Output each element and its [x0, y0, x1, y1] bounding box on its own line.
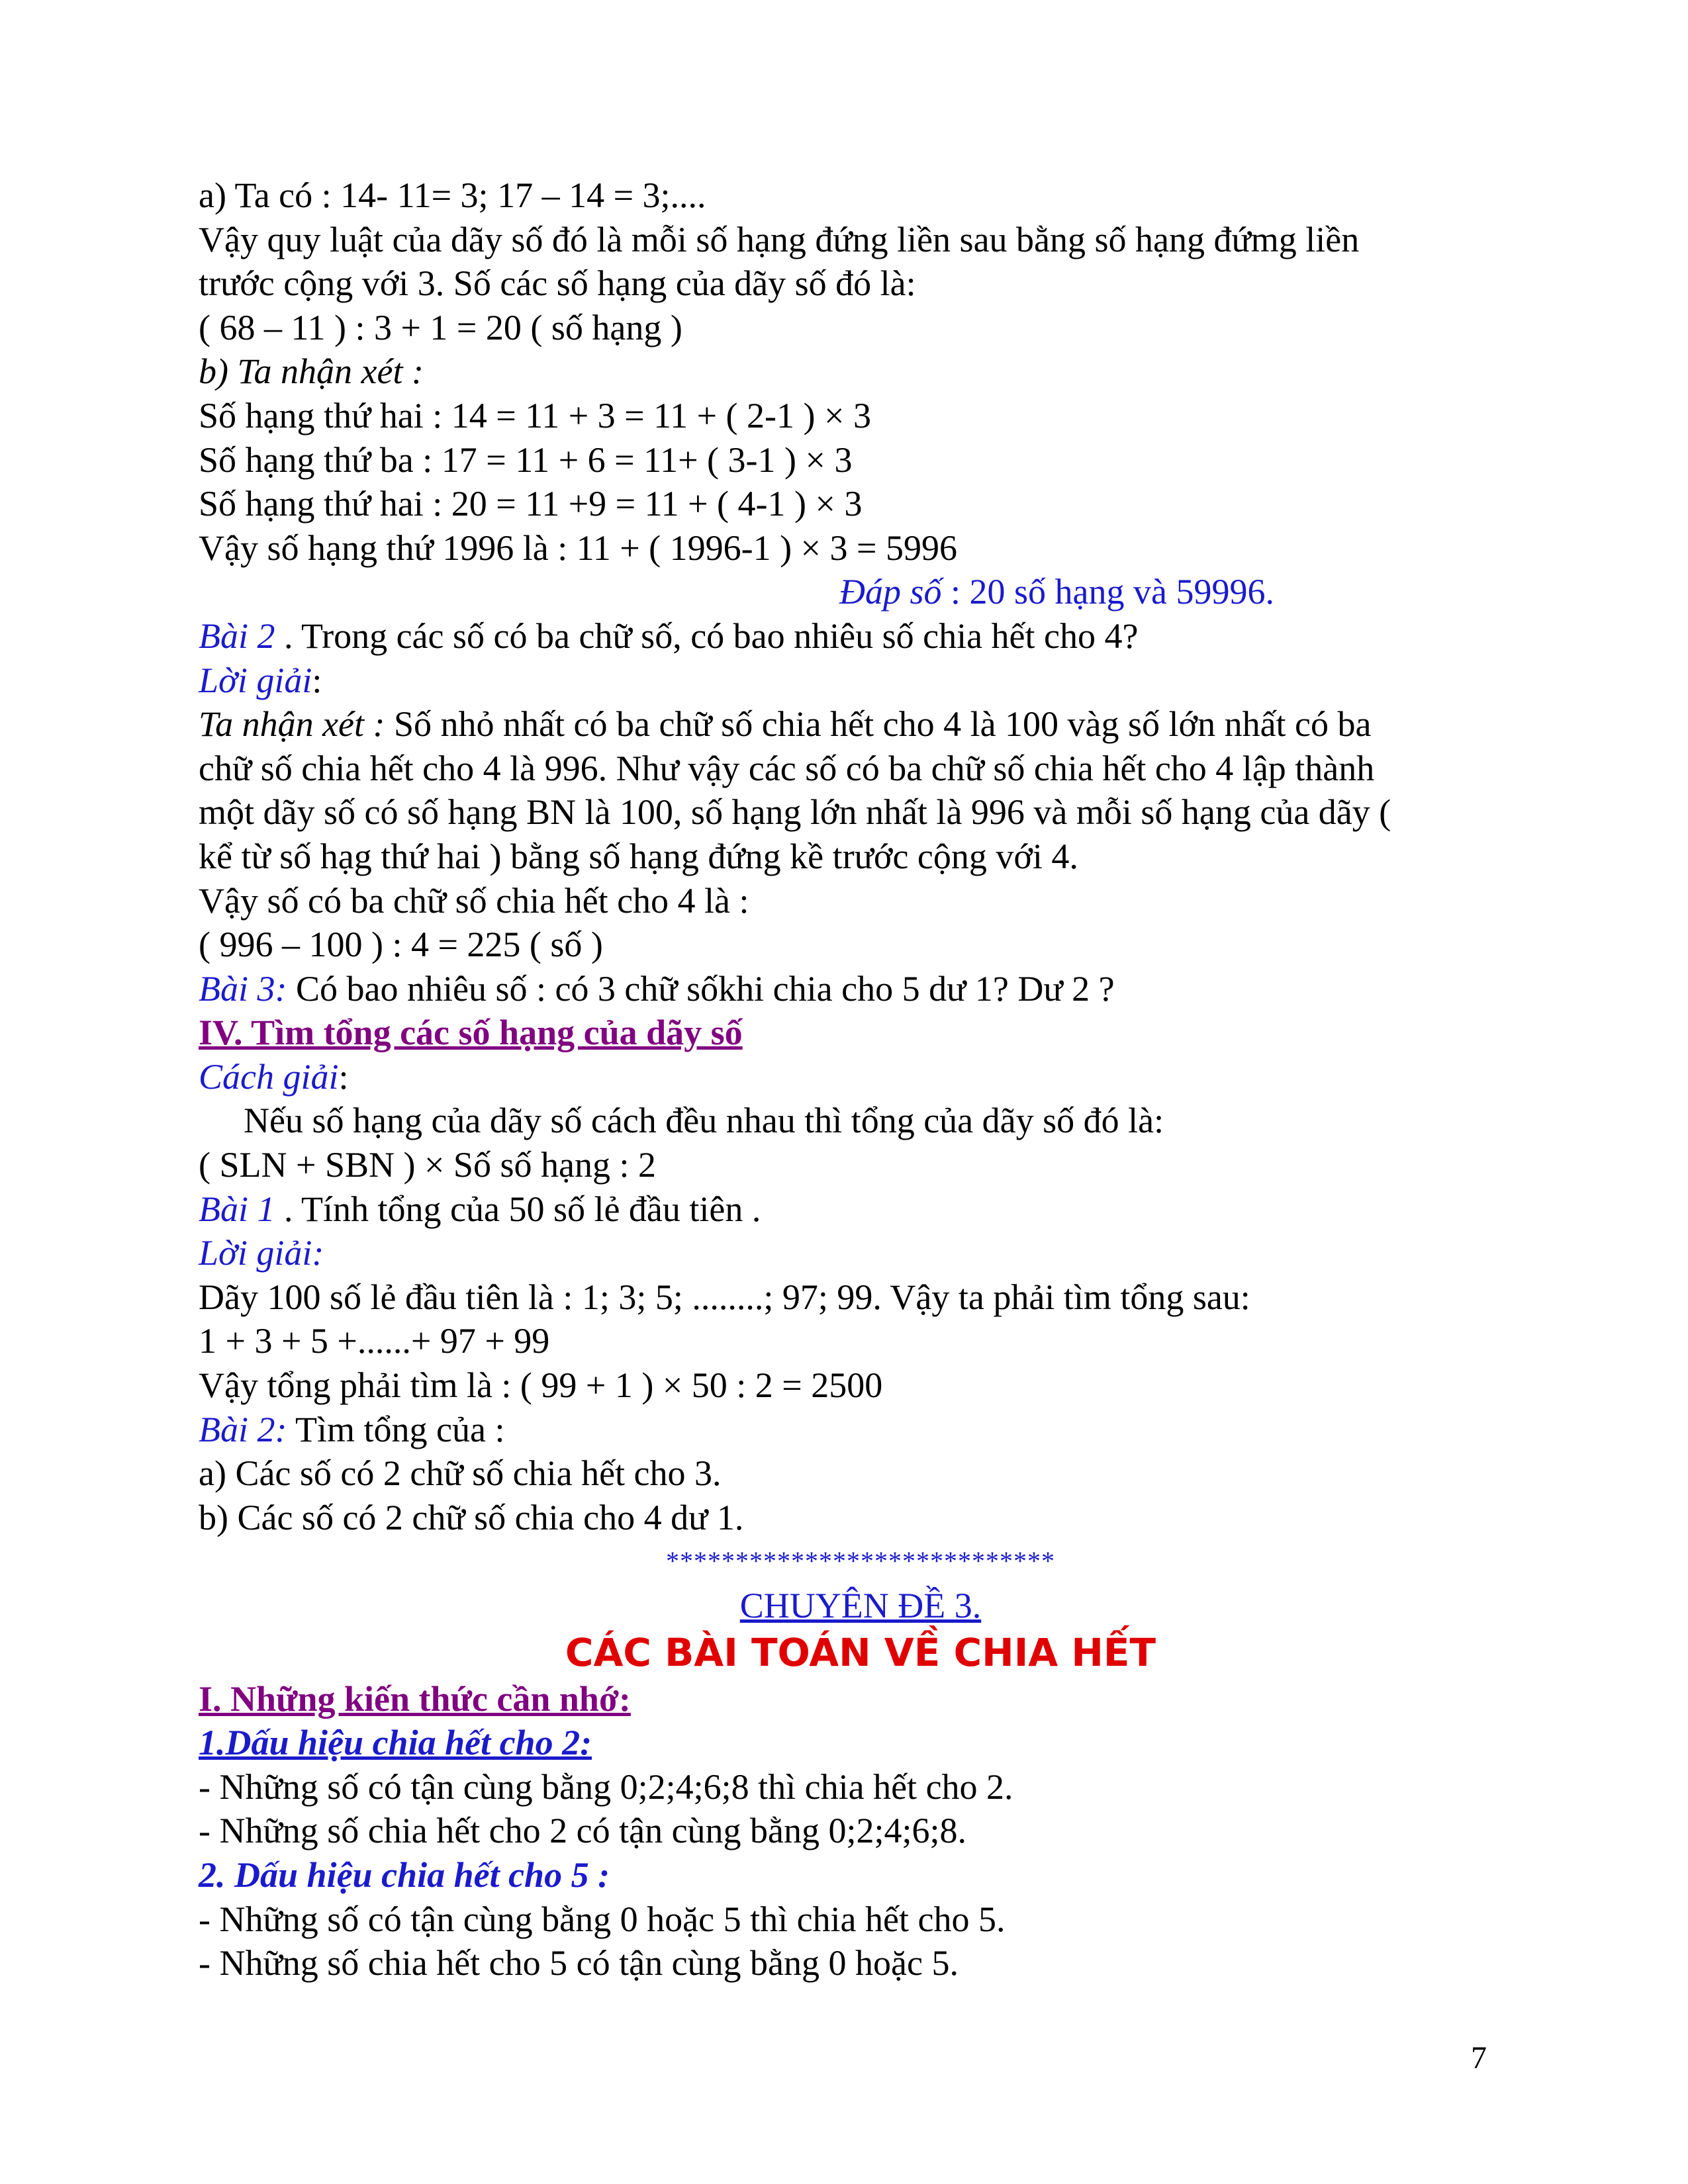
page-number: 7 [1471, 2040, 1487, 2075]
text-line [199, 702, 1523, 747]
section-heading: I. Những kiến thức cần nhớ: [199, 1678, 631, 1719]
method-colon: : [338, 1056, 349, 1097]
text-line: Nếu số hạng của dãy số cách đều nhau thì tổng của dãy số đó là: [244, 1101, 1164, 1141]
exercise-label: Bài 1 [199, 1189, 275, 1229]
exercise-label: Bài 3: [199, 968, 287, 1009]
exercise-line [199, 1408, 1523, 1452]
answer-text: : 20 số hạng và 59996. [941, 572, 1274, 612]
section-heading: IV. Tìm tổng các số hạng của dãy số [199, 1013, 743, 1053]
text-line: Số hạng thứ hai : 14 = 11 + 3 = 11 + ( 2-1 ) × 3 [199, 395, 871, 435]
method-heading [199, 1055, 1523, 1099]
page-content [199, 173, 1523, 1985]
text-line: 1 + 3 + 5 +......+ 97 + 99 [199, 1321, 550, 1361]
remark-text: Số nhỏ nhất có ba chữ số chia hết cho 4 là 100 vàg số lớn nhất có ba [385, 704, 1372, 745]
exercise-text: . Tính tổng của 50 số lẻ đầu tiên . [275, 1189, 761, 1229]
chapter-number: CHUYÊN ĐỀ 3. [739, 1586, 982, 1625]
chapter-title: CÁC BÀI TOÁN VỀ CHIA HẾT [565, 1629, 1156, 1675]
text-line: Vậy tổng phải tìm là : ( 99 + 1 ) × 50 : 2 = 2500 [199, 1365, 883, 1406]
exercise-text: Tìm tổng của : [287, 1409, 505, 1449]
text-line: một dãy số có số hạng BN là 100, số hạng lớn nhất là 996 và mỗi số hạng của dãy ( [199, 792, 1391, 833]
formula-line: ( SLN + SBN ) × Số số hạng : 2 [199, 1145, 656, 1185]
remark-label: Ta nhận xét : [199, 704, 385, 745]
text-line: kể từ số hạg thứ hai ) bằng số hạng đứng kề trước cộng với 4. [199, 836, 1078, 876]
exercise-line [199, 967, 1523, 1011]
text-line: trước cộng với 3. Số các số hạng của dãy số đó là: [199, 263, 916, 304]
answer-line [199, 570, 1523, 614]
text-line: chữ số chia hết cho 4 là 996. Như vậy các số có ba chữ số chia hết cho 4 lập thành [199, 748, 1375, 788]
text-line: - Những số chia hết cho 5 có tận cùng bằng 0 hoặc 5. [199, 1943, 959, 1983]
text-line: Vậy số có ba chữ số chia hết cho 4 là : [199, 880, 749, 921]
text-line: Vậy quy luật của dãy số đó là mỗi số hạng đứng liền sau bằng số hạng đứmg liền [199, 219, 1360, 259]
text-line: a) Ta có : 14- 11= 3; 17 – 14 = 3;.... [199, 175, 706, 215]
solution-colon: : [312, 660, 322, 700]
text-line: - Những số chia hết cho 2 có tận cùng bằng 0;2;4;6;8. [199, 1811, 967, 1851]
solution-label: Lời giải [199, 660, 312, 700]
text-line: b) Ta nhận xét : [199, 351, 424, 392]
exercise-text: . Trong các số có ba chữ số, có bao nhiêu số chia hết cho 4? [275, 615, 1139, 656]
text-line: b) Các số có 2 chữ số chia cho 4 dư 1. [199, 1497, 744, 1537]
text-line: Vậy số hạng thứ 1996 là : 11 + ( 1996-1 ) × 3 = 5996 [199, 527, 957, 568]
exercise-label: Bài 2: [199, 1409, 287, 1449]
text-line: Dãy 100 số lẻ đầu tiên là : 1; 3; 5; ........; 97; 99. Vậy ta phải tìm tổng sau: [199, 1277, 1250, 1317]
method-label: Cách giải [199, 1056, 339, 1097]
text-line: - Những số có tận cùng bằng 0 hoặc 5 thì chia hết cho 5. [199, 1899, 1006, 1939]
text-line: a) Các số có 2 chữ số chia hết cho 3. [199, 1453, 722, 1494]
subsection-heading: 2. Dấu hiệu chia hết cho 5 : [199, 1854, 610, 1895]
answer-label: Đáp số [839, 572, 942, 612]
exercise-label: Bài 2 [199, 615, 275, 656]
solution-heading [199, 659, 1523, 703]
exercise-line [199, 614, 1523, 659]
subsection-heading: 1.Dấu hiệu chia hết cho 2: [199, 1723, 592, 1763]
solution-heading: Lời giải: [199, 1233, 324, 1273]
text-line: - Những số có tận cùng bằng 0;2;4;6;8 thì chia hết cho 2. [199, 1766, 1013, 1807]
text-line: ( 68 – 11 ) : 3 + 1 = 20 ( số hạng ) [199, 307, 682, 347]
separator-stars: **************************** [666, 1546, 1055, 1576]
text-line: Số hạng thứ hai : 20 = 11 +9 = 11 + ( 4-1 ) × 3 [199, 484, 863, 524]
text-line: ( 996 – 100 ) : 4 = 225 ( số ) [199, 925, 603, 965]
exercise-text: Có bao nhiêu số : có 3 chữ sốkhi chia cho 5 dư 1? Dư 2 ? [287, 968, 1115, 1009]
text-line: Số hạng thứ ba : 17 = 11 + 6 = 11+ ( 3-1 ) × 3 [199, 439, 853, 480]
exercise-line [199, 1187, 1523, 1232]
